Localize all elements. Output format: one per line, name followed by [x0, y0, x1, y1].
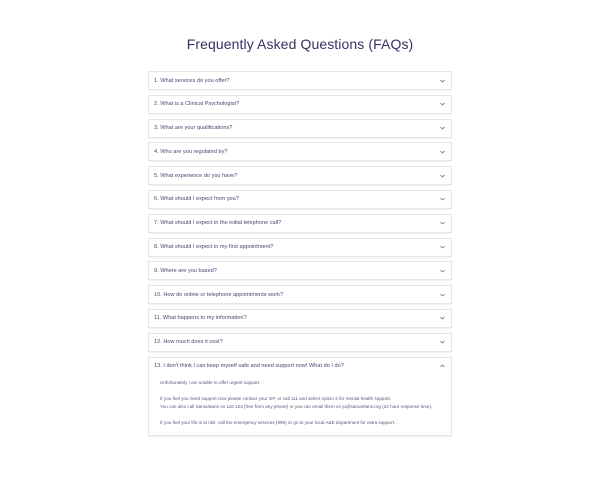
chevron-down-icon[interactable]: [439, 101, 445, 107]
faq-item[interactable]: [148, 333, 452, 352]
chevron-down-icon[interactable]: [439, 244, 445, 250]
chevron-down-icon[interactable]: [439, 339, 445, 345]
chevron-down-icon[interactable]: [439, 125, 445, 131]
chevron-down-icon[interactable]: [439, 220, 445, 226]
chevron-down-icon[interactable]: [439, 315, 445, 321]
page-title: Frequently Asked Questions (FAQs): [186, 36, 414, 52]
faq-question: 1. What services do you offer?: [154, 77, 230, 84]
chevron-down-icon[interactable]: [439, 149, 445, 155]
faq-question: 7. What should I expect in the initial telephone call?: [154, 220, 282, 227]
faq-item[interactable]: [148, 166, 452, 185]
chevron-down-icon[interactable]: [439, 196, 445, 202]
faq-item[interactable]: [148, 71, 452, 90]
faq-question: 3. What are your qualifications?: [154, 125, 233, 132]
answer-paragraph: You can also call Samaritans on 116 123 (free from any phone) or you can email them on jo@samaritans.org (24 hour response time).: [160, 403, 433, 409]
chevron-down-icon[interactable]: [439, 292, 445, 298]
faq-question: 8. What should I expect in my first appointment?: [154, 244, 274, 251]
faq-question: 4. Who are you regulated by?: [154, 148, 228, 155]
faq-answer: [149, 375, 451, 435]
faq-item[interactable]: [148, 119, 452, 138]
faq-question: 2. What is a Clinical Psychologist?: [154, 101, 240, 108]
answer-paragraph: If you feel your life is at risk, call the emergency services (999) or go to your local A&E department for extra support.: [160, 419, 396, 425]
faq-question: 9. Where are you based?: [154, 267, 217, 274]
faq-question: 12. How much does it cost?: [154, 339, 223, 346]
faq-question: 13. I don't think I can keep myself safe and need support now! What do I do?: [154, 363, 344, 370]
faq-item[interactable]: [148, 285, 452, 304]
faq-question: 10. How do online or telephone appointments work?: [154, 291, 284, 298]
faq-item[interactable]: [148, 309, 452, 328]
chevron-down-icon[interactable]: [439, 173, 445, 179]
faq-item[interactable]: [148, 214, 452, 233]
faq-accordion: [148, 71, 452, 436]
chevron-up-icon[interactable]: [439, 363, 445, 369]
answer-paragraph: Unfortunately I am unable to offer urgent support.: [160, 379, 261, 385]
faq-item[interactable]: [148, 142, 452, 161]
chevron-down-icon[interactable]: [439, 78, 445, 84]
faq-item-expanded: [148, 357, 452, 436]
faq-item-header[interactable]: [149, 358, 451, 375]
chevron-down-icon[interactable]: [439, 268, 445, 274]
faq-question: 11. What happens to my information?: [154, 315, 247, 322]
faq-item[interactable]: [148, 190, 452, 209]
faq-item[interactable]: [148, 238, 452, 257]
answer-paragraph: If you feel you need support now please contact your GP, or call 111 and select option 2 for mental health support.: [160, 395, 392, 401]
faq-item[interactable]: [148, 261, 452, 280]
faq-item[interactable]: [148, 95, 452, 114]
faq-question: 5. What experience do you have?: [154, 172, 238, 179]
faq-question: 6. What should I expect from you?: [154, 196, 239, 203]
